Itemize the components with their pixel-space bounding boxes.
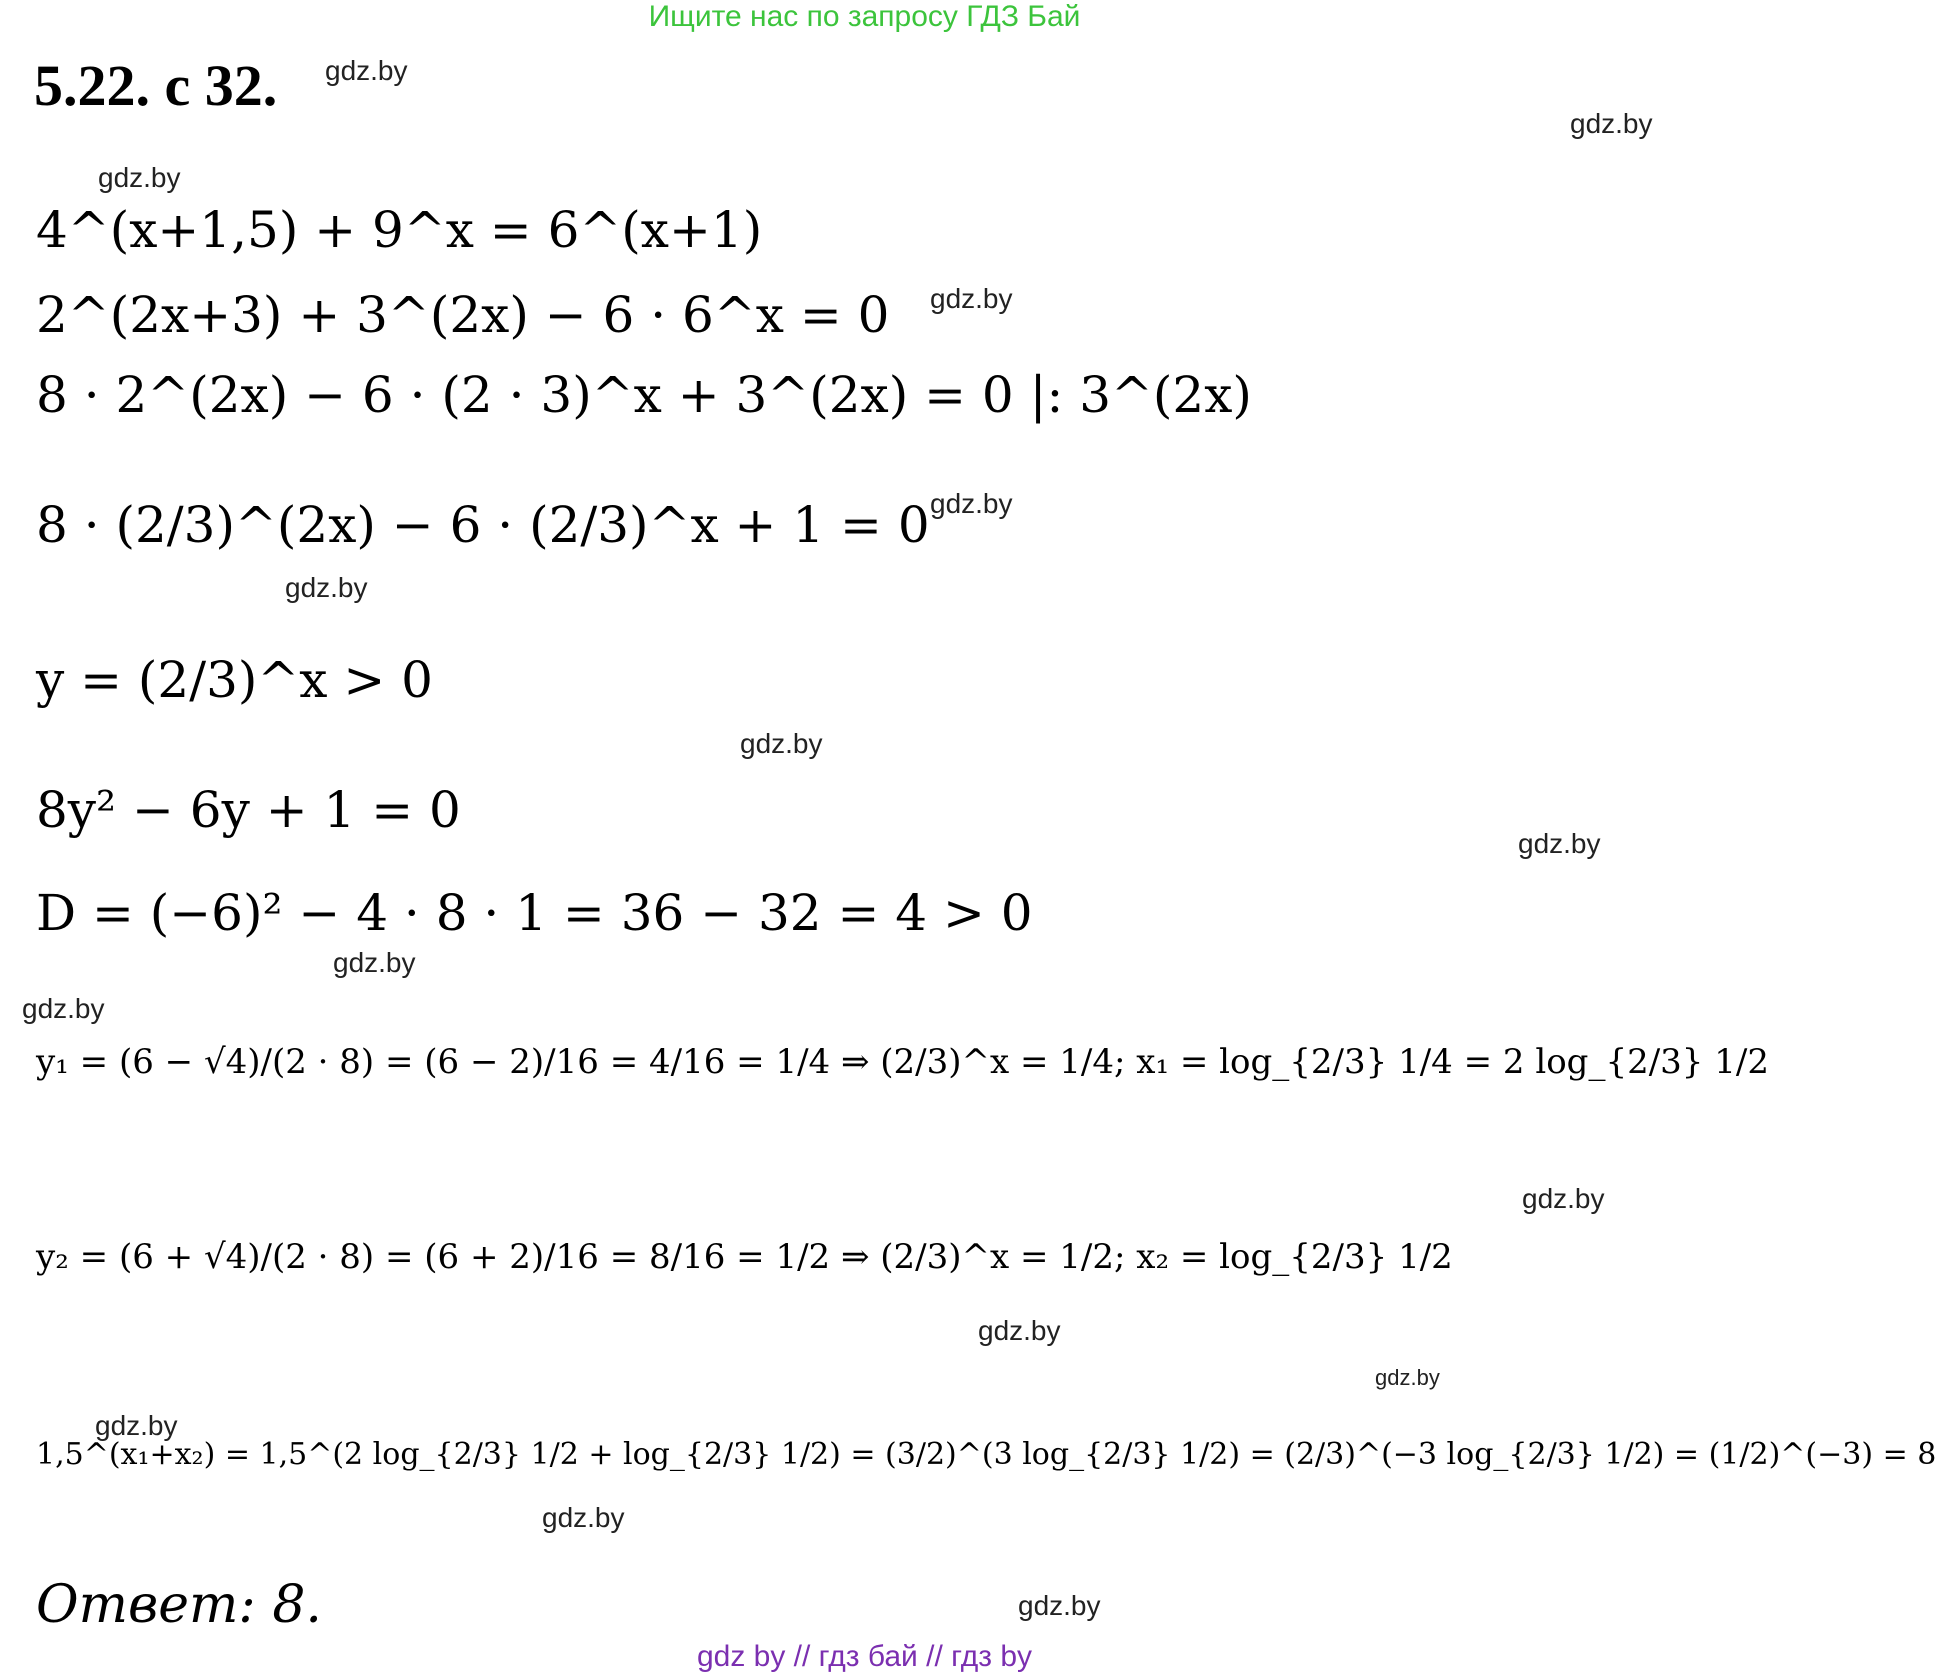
watermark: gdz.by [285,572,368,603]
equation-line-4: 8 · (2/3)^(2x) − 6 · (2/3)^x + 1 = 0 [36,496,930,554]
task-title: 5.22. с 32. [34,53,278,118]
watermark: gdz.by [1018,1590,1101,1621]
equation-line-6: 8y² − 6y + 1 = 0 [36,781,461,839]
watermark: gdz.by [325,55,408,86]
equation-line-5: y = (2/3)^x > 0 [36,651,433,709]
watermark: gdz.by [1375,1365,1440,1390]
watermark: gdz.by [1570,108,1653,139]
watermark: gdz.by [1518,828,1601,859]
watermark: gdz.by [98,162,181,193]
equation-line-8: y₁ = (6 − √4)/(2 · 8) = (6 − 2)/16 = 4/16 = 1/4 ⇒ (2/3)^x = 1/4; x₁ = log_{2/3} 1/4 = 2 log_{2/3} 1/2 [36,1042,1769,1082]
watermark: gdz.by [333,947,416,978]
top-banner: Ищите нас по запросу ГДЗ Бай [648,0,1081,33]
equation-line-1: 4^(x+1,5) + 9^x = 6^(x+1) [36,201,763,259]
watermark: gdz.by [930,283,1013,314]
equation-line-3: 8 · 2^(2x) − 6 · (2 · 3)^x + 3^(2x) = 0 |: 3^(2x) [36,366,1252,424]
equation-line-7: D = (−6)² − 4 · 8 · 1 = 36 − 32 = 4 > 0 [36,884,1033,942]
watermark: gdz.by [930,488,1013,519]
equation-line-10: 1,5^(x₁+x₂) = 1,5^(2 log_{2/3} 1/2 + log_{2/3} 1/2) = (3/2)^(3 log_{2/3} 1/2) = (2/3)^(−3 log_{2/3} 1/2) = (1/2)^(−3) = 8 [36,1437,1936,1472]
watermark: gdz.by [978,1315,1061,1346]
watermark: gdz.by [542,1502,625,1533]
watermark: gdz.by [1522,1183,1605,1214]
equation-line-9: y₂ = (6 + √4)/(2 · 8) = (6 + 2)/16 = 8/16 = 1/2 ⇒ (2/3)^x = 1/2; x₂ = log_{2/3} 1/2 [36,1237,1453,1277]
equation-line-2: 2^(2x+3) + 3^(2x) − 6 · 6^x = 0 [36,286,890,344]
watermark: gdz.by [740,728,823,759]
watermark: gdz.by [22,993,105,1024]
answer: Ответ: 8. [36,1575,322,1635]
watermark: gdz.by [95,1410,178,1441]
footer-links: gdz by // гдз бай // гдз by [696,1640,1033,1673]
